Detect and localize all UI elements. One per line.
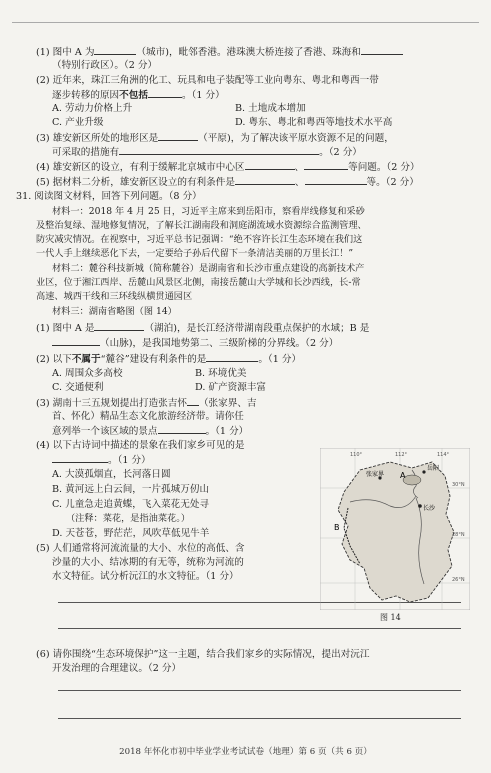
- material-3-line: 材料三：湖南省略图（图 14）: [52, 306, 177, 317]
- q31-5-line2: 沙量的大小、结冰期的有无等，统称为河流的: [52, 557, 244, 568]
- map-tick: 114°: [437, 452, 450, 458]
- figure-caption: 图 14: [380, 613, 401, 622]
- map-label-yueyang: 岳阳: [427, 465, 440, 472]
- q30-5: [36, 175, 419, 189]
- text: (5) 据材料二分析，雄安新区设立的有利条件是: [36, 177, 235, 188]
- q30-2-optC: C. 产业升级: [52, 117, 104, 128]
- text: 。（1 分）: [181, 90, 225, 101]
- answer-blank[interactable]: [119, 145, 319, 155]
- map-tick: 110°: [350, 452, 363, 458]
- answer-blank[interactable]: [148, 88, 182, 98]
- q31-3-line3: [52, 424, 248, 438]
- material-2-line: 业区，位于湘江西岸、岳麓山风景区北侧，南接岳麓山大学城和长沙西线，长-常: [36, 277, 361, 288]
- answer-line[interactable]: [58, 718, 461, 719]
- q30-4: [36, 160, 420, 174]
- answer-blank[interactable]: [158, 424, 206, 434]
- answer-blank[interactable]: [235, 175, 295, 185]
- city-dot: [422, 470, 425, 473]
- answer-blank[interactable]: [304, 160, 348, 170]
- lake-shape: [403, 475, 421, 485]
- map-tick: 30°N: [452, 482, 465, 488]
- answer-line[interactable]: [58, 690, 461, 691]
- q31-3-line2: 首、怀化）精品生态文化旅游经济带。请你任: [52, 411, 244, 422]
- text: （张家界、吉: [198, 398, 257, 409]
- text: （湖泊)，是长江经济带湖南段重点保护的水域；B 是: [144, 323, 370, 334]
- text: 、: [294, 177, 305, 188]
- text: “麓谷”建设有利条件的是: [100, 354, 207, 365]
- text: (2) 以下: [36, 354, 72, 365]
- q30-3-line2: [52, 145, 362, 159]
- answer-line[interactable]: [58, 628, 461, 629]
- q31-4-optD: D. 天苍苍，野茫茫，风吹草低见牛羊: [52, 528, 210, 539]
- material-1-line: 防灾减灾情况。在视察中，习近平总书记强调：“绝不容许长江生态环境在我们这: [36, 234, 363, 245]
- text: (1) 图中 A 为: [36, 47, 95, 58]
- q31-5-line1: (5) 人们通常将河流流量的大小、水位的高低、含: [36, 543, 245, 554]
- q30-2-line1: (2) 近年来，珠江三角洲的化工、玩具和电子装配等工业向粤东、粤北和粤西一带: [36, 75, 379, 86]
- text: 逐步转移的原因: [52, 90, 120, 101]
- text: (3) 湖南十三五规划提出打造张吉怀: [36, 398, 187, 409]
- q31-1-line1: [36, 321, 369, 335]
- q31-4-optC-note: （注释：菜花，是指油菜花。）: [66, 513, 191, 524]
- map-label-changsha: 长沙: [423, 505, 436, 512]
- material-1-line: 一代人手上继续恶化下去，一定要给子孙后代留下一条清洁美丽的万里长江！”: [36, 248, 354, 259]
- material-1-line: 及整治复绿、湿地修复情况，了解长江湖南段和洞庭湖流域水资源综合监测管理、: [36, 220, 367, 231]
- text: （山脉)，是我国地势第二、三级阶梯的分界线。（2 分）: [100, 338, 339, 349]
- q31-4-optA: A. 大漠孤烟直，长河落日圆: [52, 469, 171, 480]
- answer-blank[interactable]: [245, 160, 295, 170]
- text: 可采取的措施有: [52, 147, 120, 158]
- text: 、: [294, 162, 305, 173]
- q31-heading: 31. 阅读图文材料，回答下列问题。（8 分）: [16, 191, 202, 202]
- material-2-line: 材料二：麓谷科技新城（简称麓谷）是湖南省和长沙市重点建设的高新技术产: [52, 263, 365, 274]
- answer-blank[interactable]: [52, 336, 100, 346]
- q30-1-line2: （特别行政区）。（2 分）: [52, 60, 158, 71]
- q31-2-optD: D. 矿产资源丰富: [195, 382, 267, 393]
- q30-3-line1: [36, 131, 394, 145]
- map-tick: 26°N: [452, 577, 465, 583]
- q31-2-optA: A. 周围众多高校: [52, 368, 123, 379]
- hunan-map: [320, 448, 470, 610]
- map-tick: 28°N: [452, 532, 465, 538]
- answer-blank[interactable]: [52, 453, 108, 463]
- city-dot: [418, 504, 422, 508]
- answer-blank[interactable]: [305, 175, 367, 185]
- top-rule: [12, 22, 479, 23]
- text: 。（1 分）: [108, 455, 151, 466]
- map-label-B: B: [334, 523, 340, 532]
- q31-5-line3: 水文特征。试分析沅江的水文特征。（1 分）: [52, 571, 239, 582]
- answer-blank[interactable]: [94, 45, 136, 55]
- q31-2-optB: B. 环境优美: [195, 368, 247, 379]
- answer-blank[interactable]: [361, 45, 403, 55]
- text: （平原)，为了解决该平原水资源不足的问题，: [198, 133, 394, 144]
- q30-2-line2: [52, 88, 225, 102]
- text: 。（2 分）: [319, 147, 362, 158]
- q30-2-optA: A. 劳动力价格上升: [52, 103, 133, 114]
- emphasis-text: 不包括: [119, 90, 148, 101]
- text: 。（1 分）: [258, 354, 302, 365]
- text: (4) 雄安新区的设立，有利于缓解北京城市中心区: [36, 162, 245, 173]
- emphasis-text: 不属于: [71, 354, 101, 365]
- text: 意列举一个该区域的景点: [52, 426, 158, 437]
- q31-6-line2: 开发治理的合理建议。（2 分）: [52, 663, 182, 674]
- answer-blank[interactable]: [187, 396, 199, 406]
- answer-blank[interactable]: [158, 131, 198, 141]
- text: 等。（2 分）: [366, 177, 419, 188]
- q31-6-line1: (6) 请你围绕“生态环境保护”这一主题，结合我们家乡的实际情况，提出对沅江: [36, 649, 370, 660]
- province-outline: [338, 462, 454, 602]
- answer-blank[interactable]: [206, 352, 258, 362]
- q31-2: [36, 352, 301, 366]
- text: 等问题。（2 分）: [348, 162, 420, 173]
- q31-4-line1: (4) 以下古诗词中描述的景象在我们家乡可见的是: [36, 440, 245, 451]
- answer-blank[interactable]: [94, 321, 144, 331]
- map-tick: 112°: [395, 452, 408, 458]
- q30-2-optB: B. 土地成本增加: [235, 103, 306, 114]
- material-2-line: 高速、城西干线和三环线纵横贯通园区: [36, 291, 193, 302]
- q30-1-line1: [36, 45, 403, 59]
- map-label-A: A: [400, 471, 406, 480]
- map-label-zhangjiajie: 张家界: [366, 471, 385, 478]
- q31-4-line2: [52, 453, 151, 467]
- q30-2-optD: D. 粤东、粤北和粤西等地技术水平高: [235, 117, 393, 128]
- q31-2-optC: C. 交通便利: [52, 382, 104, 393]
- text: 。（1 分）: [205, 426, 249, 437]
- text: （城市)，毗邻香港。港珠澳大桥连接了香港、珠海和: [136, 47, 361, 58]
- material-1-line: 材料一：2018 年 4 月 25 日，习近平主席来到岳阳市，察看岸线修复和采砂: [52, 206, 365, 217]
- q31-4-optB: B. 黄河远上白云间，一片孤城万仞山: [52, 484, 210, 495]
- q31-1-line2: [52, 336, 338, 350]
- q31-4-optC: C. 儿童急走追黄蝶，飞入菜花无处寻: [52, 499, 210, 510]
- text: (1) 图中 A 是: [36, 323, 95, 334]
- text: (3) 雄安新区所处的地形区是: [36, 133, 159, 144]
- page-footer: 2018 年怀化市初中毕业学业考试试卷（地理）第 6 页（共 6 页）: [119, 747, 372, 757]
- q31-3-line1: [36, 396, 257, 410]
